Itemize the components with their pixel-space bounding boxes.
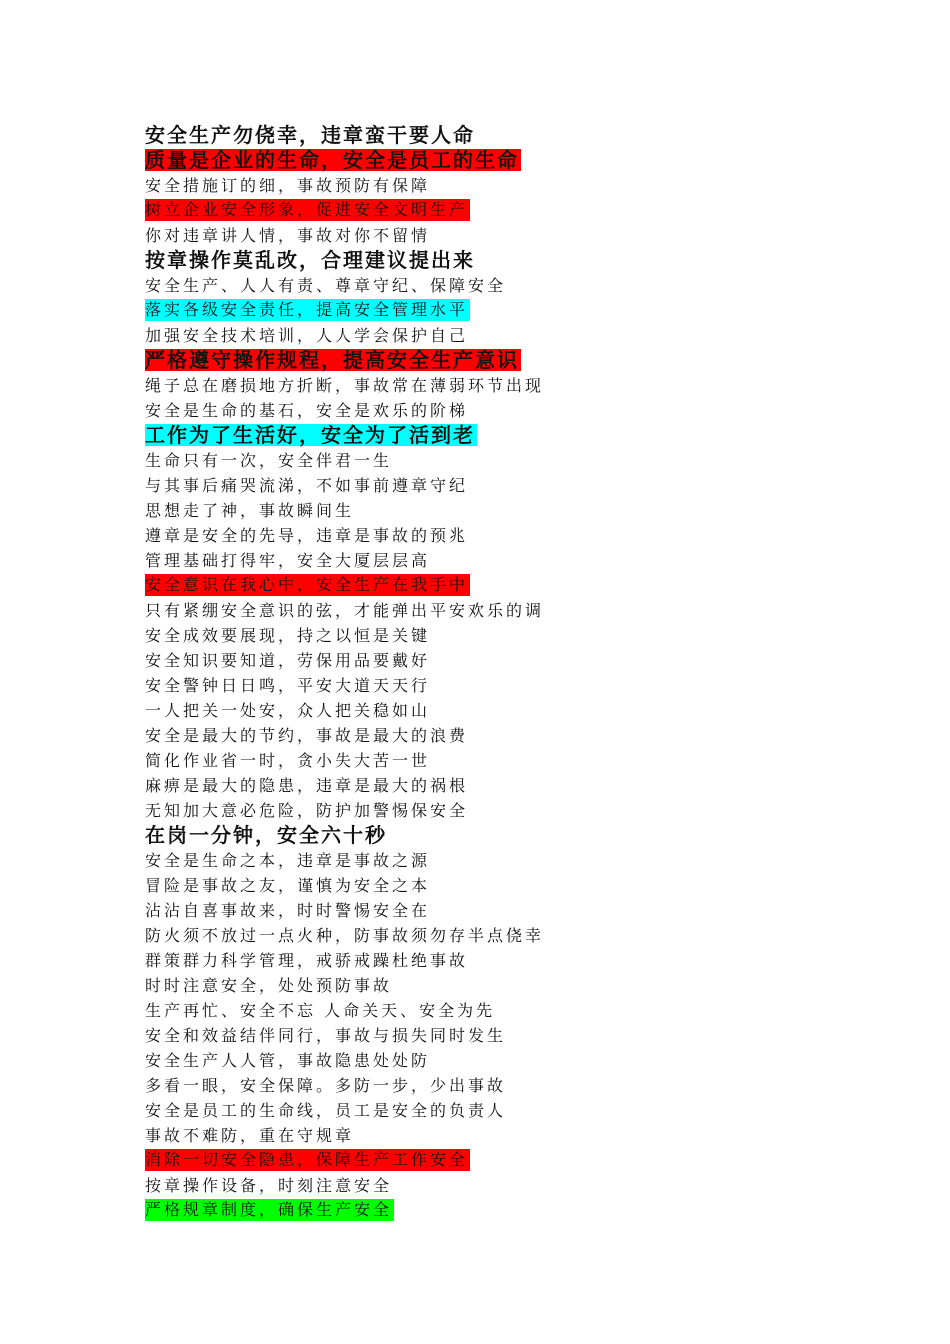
slogan-line-highlighted	[145, 348, 845, 373]
slogan-line-highlighted	[145, 298, 845, 323]
slogan-line	[145, 498, 845, 523]
slogan-text: 落实各级安全责任，提高安全管理水平	[145, 300, 469, 319]
slogan-text: 沾沾自喜事故来，时时警惕安全在	[145, 901, 431, 920]
slogan-text: 安全是生命的基石，安全是欢乐的阶梯	[145, 401, 469, 420]
slogan-text: 管理基础打得牢，安全大厦层层高	[145, 551, 431, 570]
slogan-line	[145, 373, 845, 398]
slogan-text: 消除一切安全隐患，保障生产工作安全	[145, 1150, 469, 1169]
slogan-text: 安全意识在我心中，安全生产在我手中	[145, 575, 469, 594]
slogan-text: 安全和效益结伴同行，事故与损失同时发生	[145, 1026, 507, 1045]
slogan-line	[145, 848, 845, 873]
slogan-line	[145, 1048, 845, 1073]
slogan-text: 防火须不放过一点火种，防事故须勿存半点侥幸	[145, 926, 545, 945]
slogan-line-highlighted	[145, 1198, 845, 1223]
slogan-text: 一人把关一处安，众人把关稳如山	[145, 701, 431, 720]
slogan-line	[145, 773, 845, 798]
slogan-line	[145, 723, 845, 748]
slogan-line	[145, 548, 845, 573]
slogan-line	[145, 123, 845, 148]
slogan-text: 安全生产、人人有责、尊章守纪、保障安全	[145, 276, 507, 295]
slogan-line	[145, 898, 845, 923]
slogan-text: 时时注意安全，处处预防事故	[145, 976, 393, 995]
slogan-line	[145, 823, 845, 848]
slogan-line	[145, 323, 845, 348]
slogan-line-highlighted	[145, 423, 845, 448]
slogan-text: 简化作业省一时，贪小失大苦一世	[145, 751, 431, 770]
slogan-text: 冒险是事故之友，谨慎为安全之本	[145, 876, 431, 895]
slogan-text: 工作为了生活好，安全为了活到老	[145, 423, 475, 447]
slogan-line	[145, 923, 845, 948]
slogan-text: 多看一眼，安全保障。多防一步，少出事故	[145, 1076, 507, 1095]
slogan-text: 与其事后痛哭流涕，不如事前遵章守纪	[145, 476, 469, 495]
slogan-line	[145, 398, 845, 423]
slogan-line-highlighted	[145, 198, 845, 223]
slogan-text: 严格规章制度，确保生产安全	[145, 1200, 393, 1219]
slogan-line	[145, 598, 845, 623]
slogan-text: 树立企业安全形象，促进安全文明生产	[145, 200, 469, 219]
slogan-line	[145, 798, 845, 823]
slogan-line	[145, 748, 845, 773]
slogan-text: 群策群力科学管理，戒骄戒躁杜绝事故	[145, 951, 469, 970]
slogan-line	[145, 1098, 845, 1123]
slogan-line	[145, 673, 845, 698]
slogan-line	[145, 1023, 845, 1048]
slogan-text: 麻痹是最大的隐患，违章是最大的祸根	[145, 776, 469, 795]
slogan-line-highlighted	[145, 148, 845, 173]
slogan-line	[145, 173, 845, 198]
slogan-text: 质量是企业的生命，安全是员工的生命	[145, 148, 519, 172]
slogan-line	[145, 248, 845, 273]
slogan-line	[145, 223, 845, 248]
slogan-text: 只有紧绷安全意识的弦，才能弹出平安欢乐的调	[145, 601, 545, 620]
slogan-line	[145, 873, 845, 898]
slogan-text: 按章操作设备，时刻注意安全	[145, 1176, 393, 1195]
slogan-text: 安全生产人人管，事故隐患处处防	[145, 1051, 431, 1070]
slogan-list	[145, 123, 845, 1223]
slogan-line	[145, 448, 845, 473]
slogan-line	[145, 1073, 845, 1098]
slogan-line	[145, 623, 845, 648]
slogan-line	[145, 698, 845, 723]
slogan-text: 思想走了神，事故瞬间生	[145, 501, 355, 520]
slogan-text: 事故不难防，重在守规章	[145, 1126, 355, 1145]
slogan-text: 安全是员工的生命线，员工是安全的负责人	[145, 1101, 507, 1120]
slogan-text: 安全成效要展现，持之以恒是关键	[145, 626, 431, 645]
slogan-text: 安全措施订的细，事故预防有保障	[145, 176, 431, 195]
slogan-line	[145, 273, 845, 298]
slogan-text: 安全是最大的节约，事故是最大的浪费	[145, 726, 469, 745]
slogan-text: 生命只有一次，安全伴君一生	[145, 451, 393, 470]
slogan-line	[145, 473, 845, 498]
slogan-text: 你对违章讲人情，事故对你不留情	[145, 226, 431, 245]
slogan-text: 安全生产勿侥幸，违章蛮干要人命	[145, 123, 475, 147]
slogan-line	[145, 648, 845, 673]
slogan-text: 严格遵守操作规程，提高安全生产意识	[145, 348, 519, 372]
slogan-line	[145, 1123, 845, 1148]
slogan-text: 遵章是安全的先导，违章是事故的预兆	[145, 526, 469, 545]
slogan-text: 生产再忙、安全不忘 人命关天、安全为先	[145, 1001, 496, 1020]
slogan-line	[145, 998, 845, 1023]
slogan-line	[145, 973, 845, 998]
slogan-text: 加强安全技术培训，人人学会保护自己	[145, 326, 469, 345]
slogan-text: 安全警钟日日鸣，平安大道天天行	[145, 676, 431, 695]
slogan-line	[145, 1173, 845, 1198]
slogan-text: 在岗一分钟，安全六十秒	[145, 823, 387, 847]
slogan-line-highlighted	[145, 1148, 845, 1173]
slogan-text: 安全是生命之本，违章是事故之源	[145, 851, 431, 870]
slogan-line-highlighted	[145, 573, 845, 598]
slogan-text: 按章操作莫乱改，合理建议提出来	[145, 248, 475, 272]
slogan-line	[145, 948, 845, 973]
slogan-text: 绳子总在磨损地方折断，事故常在薄弱环节出现	[145, 376, 545, 395]
slogan-text: 无知加大意必危险，防护加警惕保安全	[145, 801, 469, 820]
slogan-text: 安全知识要知道，劳保用品要戴好	[145, 651, 431, 670]
slogan-line	[145, 523, 845, 548]
